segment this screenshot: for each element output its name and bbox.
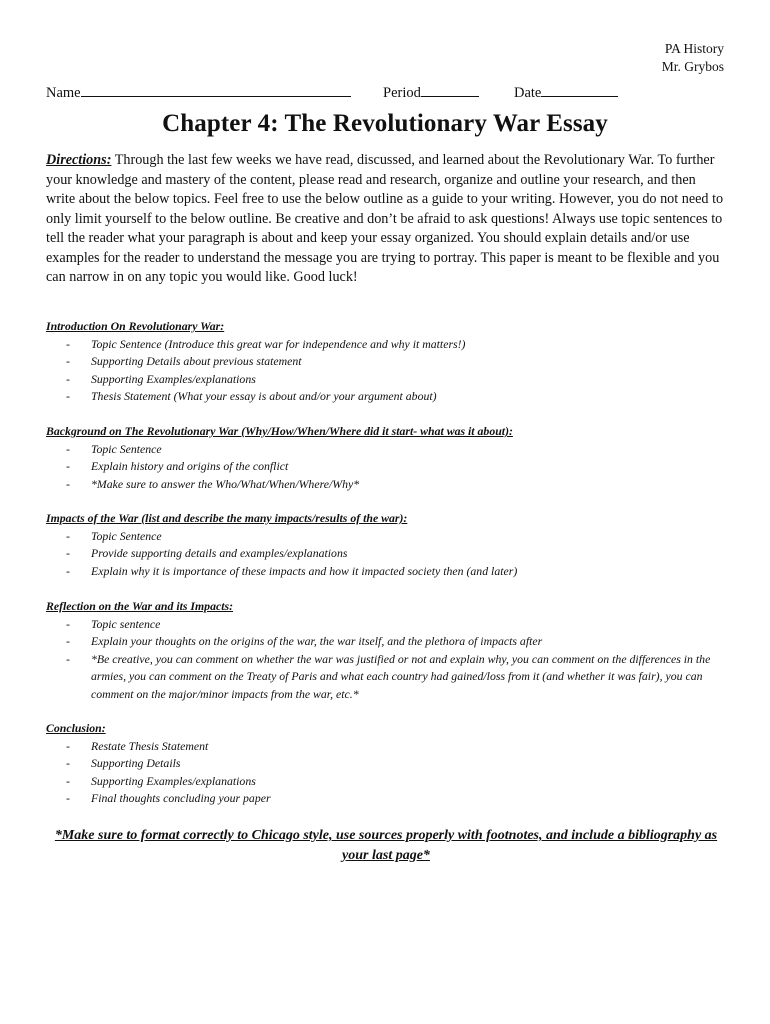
list-item-text: Topic Sentence xyxy=(91,528,162,543)
directions-text: Through the last few weeks we have read, discussed, and learned about the Revolutionary War. To further your knowledge and mastery of the content, please read and research, organize and outline your research, and then write about the below topics. Feel free to use the below outline as a guide to your writing. However, you do not need to only limit yourself to the below outline. Be creative and don’t be afraid to ask questions! Always use topic sentences to tell the reader what your paragraph is about and keep your essay organized. You should explain details and/or use examples for the reader to understand the message you are trying to portray. This paper is meant to be flexible and you can narrow in on any topic you would like. Good luck! xyxy=(46,152,724,285)
list-item-text: Supporting Details about previous statement xyxy=(91,354,302,368)
list-item xyxy=(46,563,736,581)
period-label: Period xyxy=(383,85,421,101)
period-field xyxy=(383,82,479,102)
list-item xyxy=(46,353,736,371)
list-item-text: Topic Sentence (Introduce this great war for independence and why it matters!) xyxy=(91,336,466,351)
bullet-dash: - xyxy=(66,371,70,386)
list-item-text: Topic Sentence xyxy=(91,441,162,456)
list-item-text: Final thoughts concluding your paper xyxy=(91,791,271,805)
list-item xyxy=(46,371,736,389)
bullet-dash: - xyxy=(66,336,70,351)
bullet-dash: - xyxy=(66,563,70,578)
bullet-dash: - xyxy=(66,773,70,788)
teacher-name: Mr. Grybos xyxy=(661,59,724,74)
bullet-list xyxy=(46,441,736,494)
list-item-text: Explain history and origins of the conflict xyxy=(91,459,289,473)
list-item-text: Topic sentence xyxy=(91,616,161,631)
list-item-text: Provide supporting details and examples/explanations xyxy=(91,546,348,560)
list-item xyxy=(46,528,736,546)
directions-paragraph xyxy=(46,151,726,288)
list-item xyxy=(46,388,736,406)
section-conclusion xyxy=(46,720,736,808)
list-item-text: Supporting Examples/explanations xyxy=(91,371,256,386)
bullet-dash: - xyxy=(66,389,70,403)
header-info xyxy=(662,40,724,76)
list-item-text: *Be creative, you can comment on whether the war was justified or not and explain why, you can comment on the differences in the armies, you can comment on the Treaty of Paris and what each country had gained/loss from it (and whether it was fair), you can comment on the major/minor impacts from the war, etc.* xyxy=(91,651,711,701)
bullet-dash: - xyxy=(66,634,70,648)
section-heading: Background on The Revolutionary War (Why/How/When/Where did it start- what was it about): xyxy=(46,424,513,438)
list-item xyxy=(46,773,736,791)
date-blank-line xyxy=(541,82,618,97)
list-item-text: *Make sure to answer the Who/What/When/Where/Why* xyxy=(91,476,360,491)
date-field xyxy=(514,82,618,102)
bullet-dash: - xyxy=(66,546,70,560)
bullet-dash: - xyxy=(66,476,70,491)
directions-label: Directions: xyxy=(46,152,112,168)
period-blank-line xyxy=(421,82,479,97)
section-background xyxy=(46,423,736,493)
bullet-dash: - xyxy=(66,791,70,805)
date-label: Date xyxy=(514,85,542,101)
section-reflection xyxy=(46,598,736,703)
bullet-dash: - xyxy=(66,441,70,456)
list-item-text: Explain your thoughts on the origins of the war, the war itself, and the plethora of impacts after xyxy=(91,634,543,648)
list-item-text: Thesis Statement (What your essay is about and/or your argument about) xyxy=(91,389,437,403)
bullet-list xyxy=(46,738,736,808)
list-item xyxy=(46,458,736,476)
list-item-text: Restate Thesis Statement xyxy=(91,738,209,753)
bullet-dash: - xyxy=(66,756,70,770)
bullet-dash: - xyxy=(66,738,70,753)
section-heading: Introduction On Revolutionary War: xyxy=(46,319,225,333)
list-item xyxy=(46,651,736,704)
student-fields xyxy=(46,82,726,104)
section-impacts xyxy=(46,510,736,580)
section-heading: Reflection on the War and its Impacts: xyxy=(46,599,234,613)
bullet-list xyxy=(46,528,736,581)
list-item xyxy=(46,441,736,459)
page-title: Chapter 4: The Revolutionary War Essay xyxy=(162,110,608,137)
bullet-dash: - xyxy=(66,459,70,473)
list-item xyxy=(46,616,736,634)
bullet-list xyxy=(46,336,736,406)
list-item xyxy=(46,336,736,354)
bullet-dash: - xyxy=(66,651,70,666)
name-blank-line xyxy=(81,82,351,97)
section-heading: Conclusion: xyxy=(46,721,106,735)
bullet-dash: - xyxy=(66,616,70,631)
list-item xyxy=(46,755,736,773)
section-introduction xyxy=(46,318,736,406)
section-heading: Impacts of the War (list and describe the many impacts/results of the war): xyxy=(46,511,408,525)
list-item xyxy=(46,545,736,563)
list-item-text: Supporting Details xyxy=(91,756,181,770)
bullet-dash: - xyxy=(66,354,70,368)
bullet-list xyxy=(46,616,736,704)
list-item xyxy=(46,790,736,808)
list-item xyxy=(46,633,736,651)
course-name: PA History xyxy=(664,41,724,56)
list-item-text: Supporting Examples/explanations xyxy=(91,773,256,788)
name-field xyxy=(46,82,351,102)
name-label: Name xyxy=(46,85,81,101)
list-item-text: Explain why it is importance of these impacts and how it impacted society then (and later) xyxy=(91,563,518,578)
list-item xyxy=(46,476,736,494)
bullet-dash: - xyxy=(66,528,70,543)
formatting-note: *Make sure to format correctly to Chicago style, use sources properly with footnotes, and include a bibliography as your last page* xyxy=(54,828,718,863)
list-item xyxy=(46,738,736,756)
